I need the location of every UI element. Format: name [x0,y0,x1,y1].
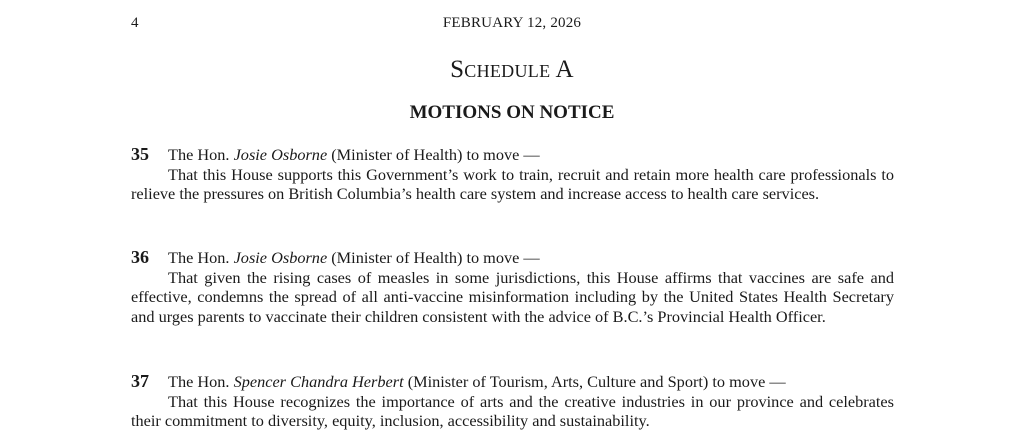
mover-prefix: The Hon. [168,372,230,391]
section-title: MOTIONS ON NOTICE [409,102,615,123]
page-number: 4 [131,15,139,31]
schedule-title: Schedule A [450,56,574,83]
motion-number: 35 [131,144,149,164]
mover-prefix: The Hon. [168,145,230,164]
motion-36 [131,248,894,326]
motion-text: That given the rising cases of measles in some jurisdictions, this House affirms that vaccines are safe and effective, condemns the spread of all anti-vaccine misinformation including by the United States Health Secretary and urges parents to vaccinate their children consistent with the advice of B.C.’s Provincial Health Officer. [131,267,894,326]
mover-role: (Minister of Health) to move — [331,145,540,164]
motion-number: 36 [131,247,149,267]
mover-role: (Minister of Health) to move — [331,248,540,267]
motion-37 [131,372,894,431]
mover-prefix: The Hon. [168,248,230,267]
motion-header [131,145,894,165]
mover-role: (Minister of Tourism, Arts, Culture and Sport) to move — [407,372,786,391]
motion-text: That this House recognizes the importance of arts and the creative industries in our province and celebrates their commitment to diversity, equity, inclusion, accessibility and sustainability. [131,391,894,430]
motion-text: That this House supports this Government’s work to train, recruit and retain more health care professionals to relieve the pressures on British Columbia’s health care system and increase access to health care services. [131,164,894,203]
motion-header [131,248,894,268]
mover-name: Josie Osborne [233,145,328,164]
mover-name: Spencer Chandra Herbert [233,372,404,391]
motion-header [131,372,894,392]
mover-name: Josie Osborne [233,248,328,267]
page-date: FEBRUARY 12, 2026 [442,15,582,31]
motion-35 [131,145,894,204]
motion-number: 37 [131,371,149,391]
